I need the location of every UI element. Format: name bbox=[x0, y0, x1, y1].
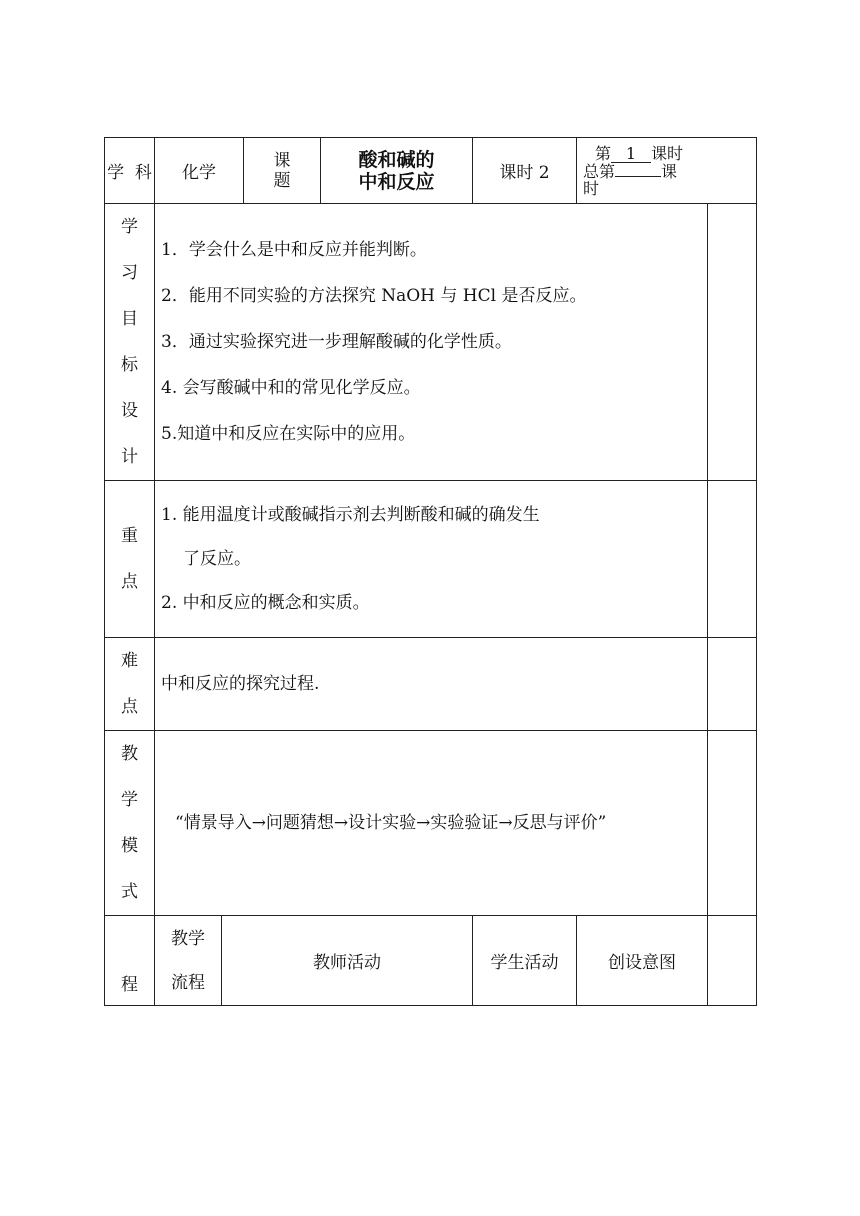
lesson-no: 1 bbox=[611, 145, 651, 163]
objectives-row bbox=[105, 204, 757, 481]
teaching-mode-text-line: “情景导入→问题猜想→设计实验→实验验证→反思与评价” bbox=[175, 813, 607, 833]
process-notes bbox=[708, 916, 757, 1006]
subject-label: 学 科 bbox=[105, 138, 155, 204]
topic-label-text: 课题 bbox=[273, 150, 291, 191]
teaching-mode-label bbox=[105, 731, 155, 916]
total-suffix: 课 bbox=[661, 161, 678, 181]
total-suffix-line: 时 bbox=[583, 178, 600, 198]
difficulty-label-char: 点 bbox=[121, 697, 138, 717]
difficulty-row bbox=[105, 638, 757, 731]
objectives-label-char: 设 bbox=[121, 401, 138, 421]
topic-title bbox=[321, 138, 473, 204]
lesson-no-suffix: 课时 bbox=[651, 143, 684, 163]
lesson-no-line bbox=[583, 145, 750, 163]
total-blank bbox=[615, 176, 661, 177]
student-activity-header: 学生活动 bbox=[473, 916, 577, 1006]
objectives-list bbox=[155, 204, 708, 481]
lesson-no-prefix: 第 bbox=[595, 143, 612, 163]
key-points-list bbox=[155, 481, 708, 638]
process-label: 程 bbox=[105, 916, 155, 1006]
flow-label-line: 流程 bbox=[171, 972, 205, 993]
difficulty-notes bbox=[708, 638, 757, 731]
objectives-notes bbox=[708, 204, 757, 481]
teaching-mode-label-char: 模 bbox=[121, 836, 138, 856]
teaching-mode-label-char: 式 bbox=[121, 882, 138, 902]
objective-item: 2．能用不同实验的方法探究 NaOH 与 HCl 是否反应。 bbox=[161, 286, 587, 306]
flow-label bbox=[155, 916, 222, 1006]
period: 课时 2 bbox=[473, 138, 577, 204]
difficulty-text bbox=[155, 638, 708, 731]
objective-item: 3．通过实验探究进一步理解酸碱的化学性质。 bbox=[161, 332, 512, 352]
topic-label bbox=[244, 138, 321, 204]
key-point-item-1a: 1. 能用温度计或酸碱指示剂去判断酸和碱的确发生 bbox=[161, 505, 540, 525]
difficulty-label bbox=[105, 638, 155, 731]
lesson-count bbox=[577, 138, 757, 204]
teaching-mode-text bbox=[155, 731, 708, 916]
teacher-activity-header: 教师活动 bbox=[222, 916, 473, 1006]
intent-header: 创设意图 bbox=[577, 916, 708, 1006]
teaching-mode-notes bbox=[708, 731, 757, 916]
topic-title-line2: 中和反应 bbox=[358, 170, 435, 193]
difficulty-text-line: 中和反应的探究过程. bbox=[161, 674, 320, 694]
process-header-row bbox=[105, 916, 757, 1006]
objectives-label-char: 计 bbox=[121, 447, 138, 467]
teaching-mode-row bbox=[105, 731, 757, 916]
objectives-label-char: 目 bbox=[121, 309, 138, 329]
difficulty-label-char: 难 bbox=[121, 651, 138, 671]
objectives-label bbox=[105, 204, 155, 481]
objective-item: 4. 会写酸碱中和的常见化学反应。 bbox=[161, 378, 421, 398]
teaching-mode-label-char: 学 bbox=[121, 790, 138, 810]
objective-item: 1．学会什么是中和反应并能判断。 bbox=[161, 240, 427, 260]
key-points-label-char: 重 bbox=[121, 526, 138, 546]
key-points-label-char: 点 bbox=[121, 572, 138, 592]
objectives-label-char: 标 bbox=[121, 355, 138, 375]
key-points-row bbox=[105, 481, 757, 638]
objective-item: 5.知道中和反应在实际中的应用。 bbox=[161, 424, 416, 444]
key-point-item-2: 2. 中和反应的概念和实质。 bbox=[161, 593, 370, 613]
flow-label-line: 教学 bbox=[171, 928, 205, 949]
lesson-plan-table bbox=[104, 137, 757, 1006]
key-points-label bbox=[105, 481, 155, 638]
objectives-label-char: 学 bbox=[121, 217, 138, 237]
teaching-mode-label-char: 教 bbox=[121, 744, 138, 764]
key-points-notes bbox=[708, 481, 757, 638]
total-line bbox=[583, 163, 750, 180]
topic-title-line1: 酸和碱的 bbox=[358, 148, 435, 171]
objectives-label-char: 习 bbox=[121, 263, 138, 283]
total-prefix: 总第 bbox=[583, 161, 616, 181]
subject-value: 化学 bbox=[155, 138, 244, 204]
key-point-item-1b: 了反应。 bbox=[183, 549, 251, 569]
header-row bbox=[105, 138, 757, 204]
